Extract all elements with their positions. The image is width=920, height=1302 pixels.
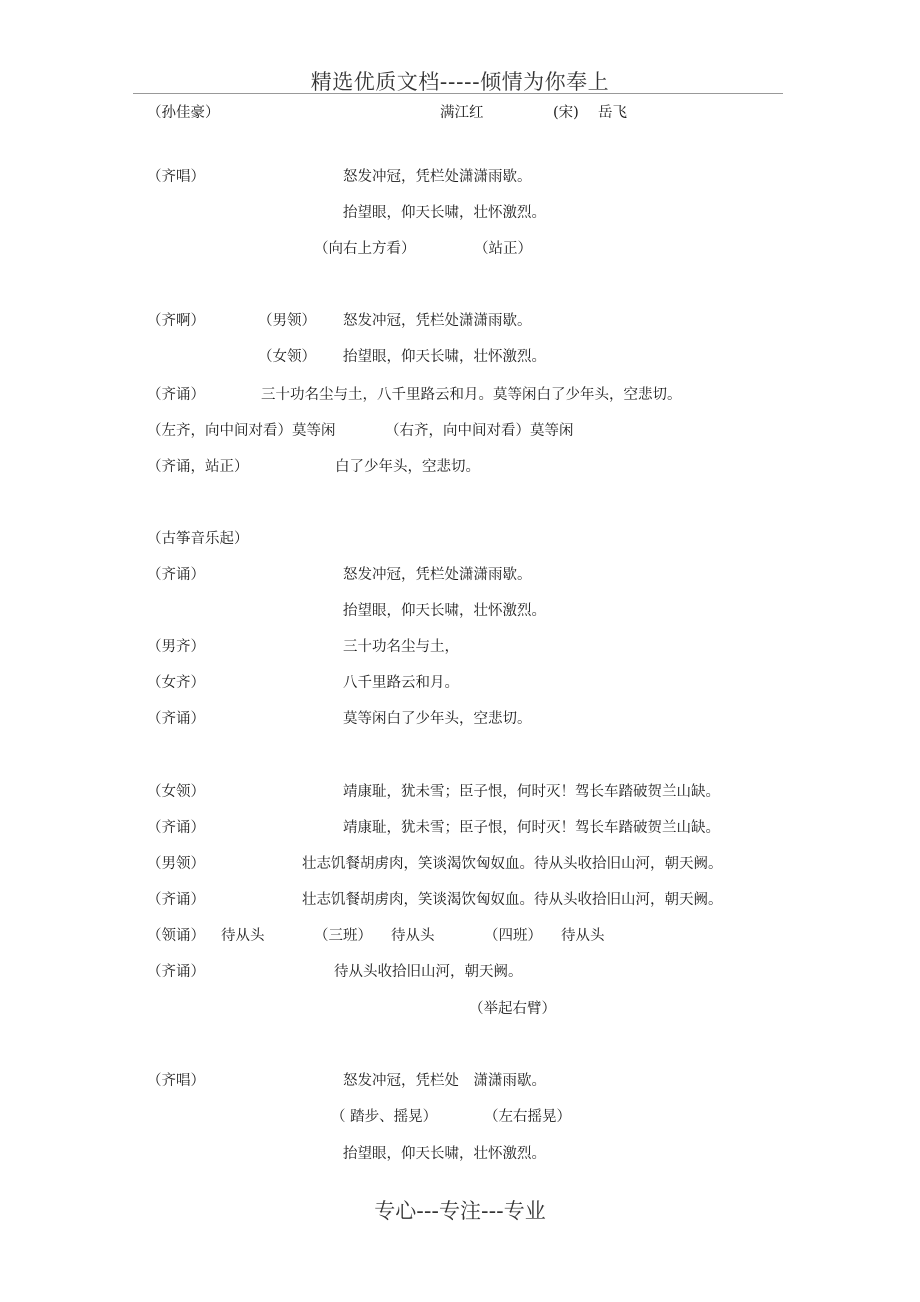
stage-direction: （右齐，向中间对看）莫等闲 <box>385 423 574 439</box>
stage-direction: （齐诵） <box>147 820 205 836</box>
verse-line: 抬望眼，仰天长啸，壮怀激烈。 <box>343 349 546 365</box>
stage-direction: （左齐，向中间对看）莫等闲 <box>147 423 336 439</box>
verse-line: 待从头 <box>561 928 605 944</box>
stage-direction: （领诵） <box>147 928 205 944</box>
stage-direction: （女齐） <box>147 675 205 691</box>
poem-dynasty: (宋) <box>553 105 579 121</box>
stage-direction: （男领） <box>258 313 316 329</box>
stage-direction: （女领） <box>258 349 316 365</box>
verse-line: 怒发冲冠，凭栏处潇潇雨歇。 <box>343 567 532 583</box>
verse-line: 怒发冲冠，凭栏处 潇潇雨歇。 <box>343 1073 546 1089</box>
page-header: 精选优质文档-----倾情为你奉上 <box>310 70 610 94</box>
verse-line: 八千里路云和月。 <box>343 675 459 691</box>
stage-direction: （向右上方看） <box>314 241 416 257</box>
poem-author: 岳飞 <box>598 105 627 121</box>
verse-line: 待从头收拾旧山河，朝天阙。 <box>334 964 523 980</box>
stage-direction: （ 踏步、摇晃） <box>331 1109 438 1125</box>
stage-direction: （齐诵） <box>147 711 205 727</box>
author-tag: （孙佳豪） <box>147 105 220 121</box>
stage-direction: （齐诵） <box>147 567 205 583</box>
stage-direction: （三班） <box>314 928 372 944</box>
stage-direction: （女领） <box>147 784 205 800</box>
stage-direction: （齐啊） <box>147 313 205 329</box>
verse-line: 怒发冲冠，凭栏处潇潇雨歇。 <box>343 169 532 185</box>
verse-line: 抬望眼，仰天长啸，壮怀激烈。 <box>343 603 546 619</box>
verse-line: 待从头 <box>391 928 435 944</box>
stage-direction: （左右摇晃） <box>484 1109 571 1125</box>
stage-direction: （男领） <box>147 856 205 872</box>
stage-direction: （四班） <box>484 928 542 944</box>
poem-title: 满江红 <box>440 105 484 121</box>
stage-direction: （齐诵） <box>147 387 205 403</box>
verse-line: 三十功名尘与土， <box>343 639 459 655</box>
stage-direction: （古筝音乐起） <box>147 531 249 547</box>
stage-direction: （齐诵） <box>147 892 205 908</box>
verse-line: 靖康耻，犹未雪；臣子恨，何时灭！驾长车踏破贺兰山缺。 <box>343 820 720 836</box>
verse-line: 抬望眼，仰天长啸，壮怀激烈。 <box>343 205 546 221</box>
verse-line: 白了少年头，空悲切。 <box>335 459 480 475</box>
verse-line: 待从头 <box>221 928 265 944</box>
stage-direction: （齐诵，站正） <box>147 459 249 475</box>
verse-line: 抬望眼，仰天长啸，壮怀激烈。 <box>343 1146 546 1162</box>
verse-line: 三十功名尘与土，八千里路云和月。莫等闲白了少年头，空悲切。 <box>261 387 682 403</box>
verse-line: 壮志饥餐胡虏肉，笑谈渴饮匈奴血。待从头收拾旧山河，朝天阙。 <box>302 892 723 908</box>
stage-direction: （站正） <box>474 241 532 257</box>
stage-direction: （齐诵） <box>147 964 205 980</box>
header-divider <box>133 93 783 94</box>
verse-line: 怒发冲冠，凭栏处潇潇雨歇。 <box>343 313 532 329</box>
verse-line: 莫等闲白了少年头，空悲切。 <box>343 711 532 727</box>
stage-direction: （齐唱） <box>147 1073 205 1089</box>
stage-direction: （举起右臂） <box>469 1001 556 1017</box>
page-footer: 专心---专注---专业 <box>374 1199 546 1223</box>
stage-direction: （齐唱） <box>147 169 205 185</box>
verse-line: 靖康耻，犹未雪；臣子恨，何时灭！驾长车踏破贺兰山缺。 <box>343 784 720 800</box>
verse-line: 壮志饥餐胡虏肉，笑谈渴饮匈奴血。待从头收拾旧山河，朝天阙。 <box>302 856 723 872</box>
stage-direction: （男齐） <box>147 639 205 655</box>
